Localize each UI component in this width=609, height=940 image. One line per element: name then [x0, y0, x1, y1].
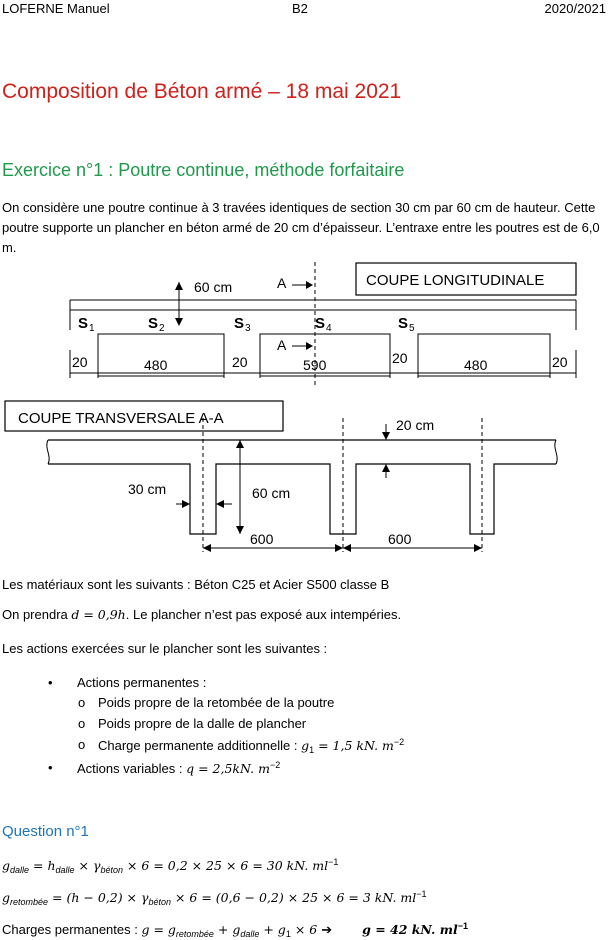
figure2-label: COUPE TRANSVERSALE A-A — [18, 410, 224, 427]
figure1-label: COUPE LONGITUDINALE — [366, 272, 545, 289]
dim-3: 20 — [232, 354, 248, 370]
dim-4: 590 — [303, 357, 327, 373]
permanent-label: Actions permanentes : — [77, 675, 207, 690]
variable-label: Actions variables : — [77, 761, 187, 776]
result-exponent: −1 — [457, 921, 469, 931]
hypothesis-line — [2, 607, 401, 622]
question-title: Question n°1 — [2, 823, 89, 840]
hyp-suffix: . Le plancher n’est pas exposé aux intempéries. — [125, 607, 402, 622]
bullet-dot-1: • — [48, 675, 53, 690]
section-marker-bottom: A — [277, 337, 287, 353]
q-value: q = 2,5kN. m — [186, 761, 270, 776]
figure1-height-label: 60 cm — [194, 279, 233, 295]
dim-6: 480 — [464, 357, 488, 373]
dim-5: 20 — [392, 350, 408, 366]
sub-dot-2: o — [78, 716, 86, 731]
figure2-width-label: 30 cm — [128, 481, 167, 497]
g1-exponent: −2 — [393, 737, 405, 747]
result-value: g = 42 kN. ml — [362, 922, 458, 937]
actions-intro: Les actions exercées sur le plancher sont les suivantes : — [2, 641, 328, 656]
bullet-dot-2: • — [48, 760, 53, 775]
spacing-1: 600 — [250, 531, 274, 547]
variable-line — [77, 760, 280, 776]
equation-retombee: $g_{retombée} = (h - 0,2) \times \gamma_{béton} \times 6 = (0,6 - 0,2) \times 25 \times 6 = 3$ kN. $ml^{-1}$ — [2, 889, 427, 907]
q-exponent: −2 — [269, 760, 281, 770]
support-index-5: 5 — [409, 323, 415, 334]
figure-transverse-section — [0, 398, 609, 556]
header-year: 2020/2021 — [544, 1, 606, 16]
intro-paragraph: On considère une poutre continue à 3 travées identiques de section 30 cm par 60 cm de hauteur. Cette poutre supporte un plancher en béton armé de 20 cm d’épaisseur. L’entraxe entre les poutres est de 6,0 m. — [2, 200, 600, 255]
sub-dot-1: o — [78, 695, 86, 710]
equation-total: Charges permanentes : $g = g_{retombée} + g_{dalle} + g_1 \times 6$ ➔ g = 42 kN. $ml^{-1}$ — [2, 921, 469, 939]
sub-dot-3: o — [78, 737, 86, 752]
permanent-item-3-line — [98, 737, 404, 755]
section-marker-top: A — [277, 275, 287, 291]
figure2-slab-label: 20 cm — [396, 417, 435, 433]
g1-index: 1 — [309, 745, 315, 755]
permanent-item-3: Charge permanente additionnelle : — [98, 738, 302, 753]
materials-line: Les matériaux sont les suivants : Béton C25 et Acier S500 classe B — [2, 577, 390, 592]
figure2-height-label: 60 cm — [252, 485, 291, 501]
support-index-1: 1 — [89, 323, 95, 334]
hyp-math: d = 0,9h — [71, 607, 126, 622]
hyp-prefix: On prendra — [2, 607, 72, 622]
support-index-2: 2 — [159, 323, 165, 334]
support-label-1: S — [78, 315, 89, 332]
support-label-5: S — [398, 315, 409, 332]
arrow-icon: ➔ — [321, 922, 333, 937]
spacing-2: 600 — [388, 531, 412, 547]
exercise-title: Exercice n°1 : Poutre continue, méthode forfaitaire — [2, 160, 405, 180]
page-title: Composition de Béton armé – 18 mai 2021 — [2, 80, 402, 103]
g1-symbol: g — [301, 738, 310, 753]
dim-2: 480 — [144, 357, 168, 373]
figure-longitudinal-section — [60, 260, 580, 390]
permanent-item-2: Poids propre de la dalle de plancher — [98, 716, 307, 731]
permanent-item-1: Poids propre de la retombée de la poutre — [98, 695, 335, 710]
support-label-3: S — [234, 315, 245, 332]
header-class: B2 — [292, 1, 308, 16]
support-label-4: S — [315, 315, 326, 332]
support-label-2: S — [148, 315, 159, 332]
support-index-3: 3 — [245, 323, 251, 334]
dim-1: 20 — [72, 354, 88, 370]
header-author: LOFERNE Manuel — [2, 1, 110, 16]
equation-dalle: $g_{dalle} = h_{dalle} \times \gamma_{béton} \times 6 = 0,2 \times 25 \times 6 = 30$ kN. $ml^{-1}$ — [2, 857, 339, 875]
support-index-4: 4 — [326, 323, 332, 334]
g1-value: = 1,5 kN. m — [314, 738, 394, 753]
dim-7: 20 — [552, 354, 568, 370]
